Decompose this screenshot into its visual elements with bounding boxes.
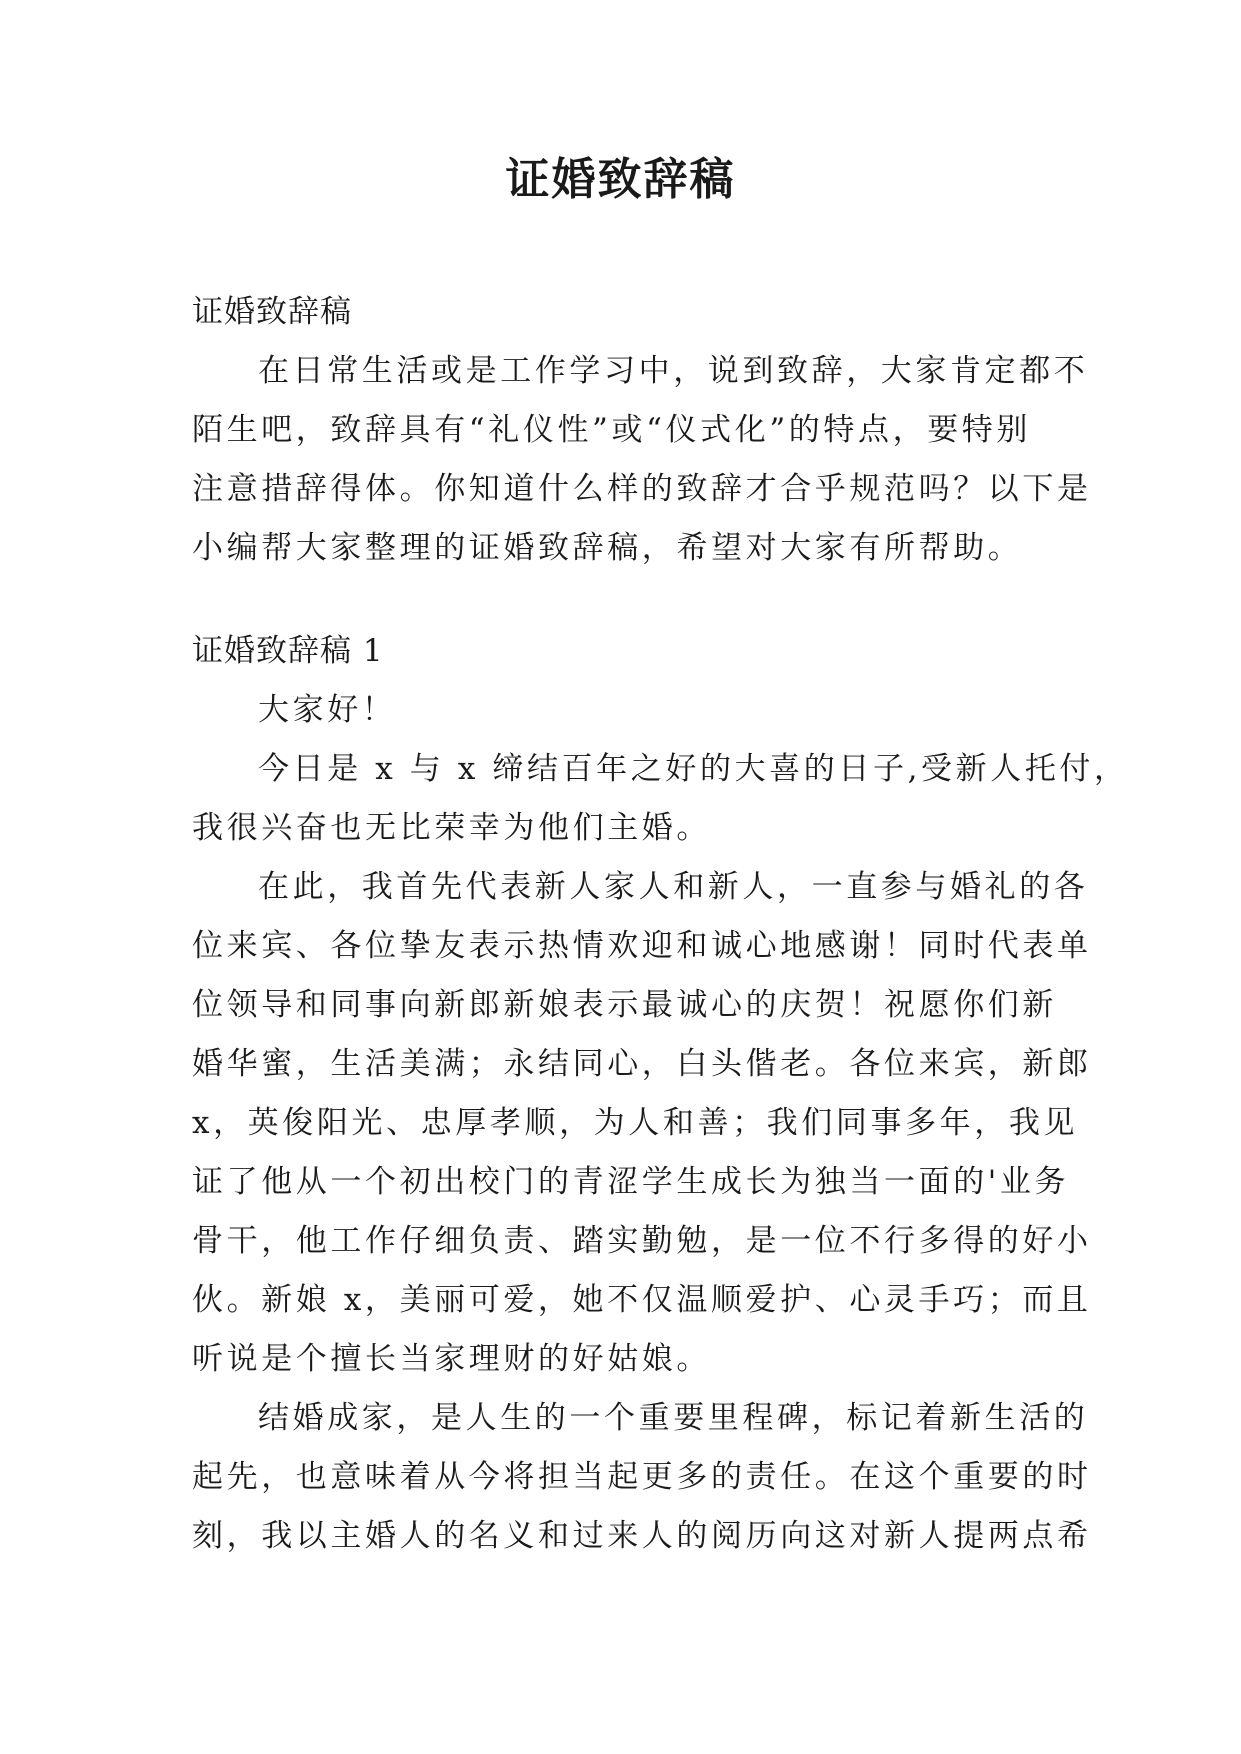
paragraph-line: 婚华蜜，生活美满；永结同心，白头偕老。各位来宾，新郎 <box>192 1046 1092 1082</box>
paragraph-line: 在日常生活或是工作学习中，说到致辞，大家肯定都不 <box>258 353 1089 389</box>
paragraph-line: 小编帮大家整理的证婚致辞稿，希望对大家有所帮助。 <box>192 530 1023 566</box>
greeting: 大家好！ <box>258 692 397 728</box>
intro-paragraph <box>192 342 1092 578</box>
document-body <box>192 283 1129 1566</box>
paragraph-3 <box>192 1389 1092 1566</box>
paragraph-line: 刻，我以主婚人的名义和过来人的阅历向这对新人提两点希 <box>192 1518 1092 1554</box>
paragraph-line: 起先，也意味着从今将担当起更多的责任。在这个重要的时 <box>192 1459 1092 1495</box>
paragraph-line: 骨干，他工作仔细负责、踏实勤勉，是一位不行多得的好小 <box>192 1223 1092 1259</box>
paragraph-line: x，英俊阳光、忠厚孝顺，为人和善；我们同事多年，我见 <box>192 1105 1079 1141</box>
paragraph-line: 注意措辞得体。你知道什么样的致辞才合乎规范吗？以下是 <box>192 471 1092 507</box>
paragraph-line: 今日是 x 与 x 缔结百年之好的大喜的日子,受新人托付， <box>258 751 1129 787</box>
paragraph-2 <box>192 858 1092 1389</box>
paragraph-line: 位来宾、各位挚友表示热情欢迎和诚心地感谢！同时代表单 <box>192 928 1092 964</box>
paragraph-line: 在此，我首先代表新人家人和新人，一直参与婚礼的各 <box>258 869 1089 905</box>
paragraph-line: 位领导和同事向新郎新娘表示最诚心的庆贺！祝愿你们新 <box>192 987 1057 1023</box>
paragraph-line: 陌生吧，致辞具有“礼仪性”或“仪式化”的特点，要特别 <box>192 412 1031 448</box>
document-title: 证婚致辞稿 <box>505 154 736 205</box>
paragraph-line: 证了他从一个初出校门的青涩学生成长为独当一面的'业务 <box>192 1164 1070 1200</box>
paragraph-line: 我很兴奋也无比荣幸为他们主婚。 <box>192 810 711 846</box>
paragraph-1 <box>192 740 1129 858</box>
paragraph-line: 结婚成家，是人生的一个重要里程碑，标记着新生活的 <box>258 1400 1089 1436</box>
paragraph-line: 听说是个擅长当家理财的好姑娘。 <box>192 1341 711 1377</box>
paragraph-line: 伙。新娘 x，美丽可爱，她不仅温顺爱护、心灵手巧；而且 <box>192 1282 1092 1318</box>
intro-heading: 证婚致辞稿 <box>192 294 352 330</box>
section-heading: 证婚致辞稿 1 <box>192 633 384 669</box>
